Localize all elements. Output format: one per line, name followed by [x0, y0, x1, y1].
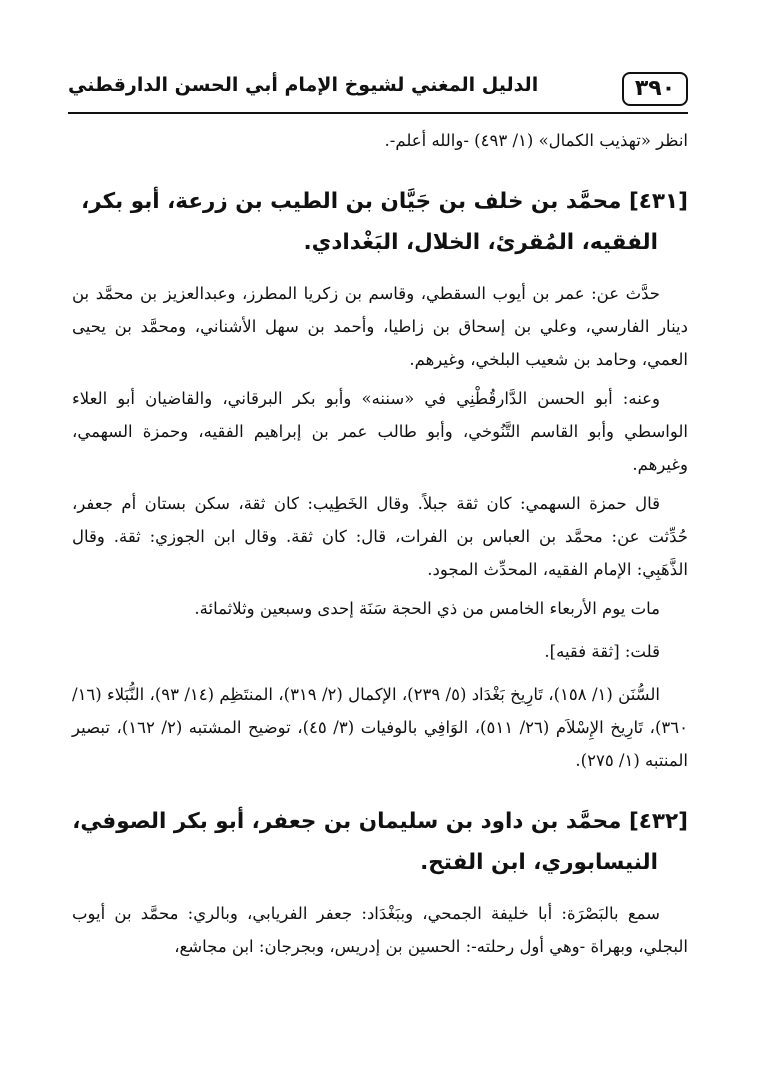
- entry-431-title-line1: [٤٣١] محمَّد بن خلف بن جَيَّان بن الطيب بن زرعة، أبو بكر،: [81, 189, 688, 214]
- entry-431-students: وعنه: أبو الحسن الدَّارقُطْنِي في «سننه» وأبو بكر البرقاني، والقاضيان أبو العلاء الواسطي وأبو القاسم التَّنُوخي، وأبو طالب عمر بن إبراهيم الفقيه، وحمزة السهمي، وغيرهم.: [72, 389, 688, 474]
- entry-431-sources: السُّنَن (١/ ١٥٨)، تَارِيخ بَغْدَاد (٥/ ٢٣٩)، الإكمال (٢/ ٣١٩)، المنتَظِم (١٤/ ٩٣)، النُّبَلاء (١٦/ ٣٦٠)، تَارِيخ الإِسْلاَم (٢٦/ ٥١١)، الوَافِي بالوفيات (٣/ ٤٥)، توضيح المشتبه (٢/ ١٦٢)، تبصير المنتبه (١/ ٢٧٥).: [72, 685, 688, 770]
- entry-431-verdict: قلت: [ثقة فقيه].: [544, 642, 660, 661]
- page-header: [68, 72, 688, 114]
- entry-431-teachers: حدَّث عن: عمر بن أيوب السقطي، وقاسم بن زكريا المطرز، وعبدالعزيز بن محمَّد بن دينار الفارسي، وعلي بن إسحاق بن زاطيا، وأحمد بن سهل الأشناني، ومحمَّد بن يحيى العمي، وحامد بن شعيب البلخي، وغيرهم.: [72, 284, 688, 369]
- entry-432-teachers: سمع بالبَصْرَة: أبا خليفة الجمحي، وببَغْدَاد: جعفر الفريابي، وبالري: محمَّد بن أيوب البجلي، وبهراة -وهي أول رحلته-: الحسين بن إدريس، وبجرجان: ابن مجاشع،: [72, 904, 688, 956]
- running-title: الدليل المغني لشيوخ الإمام أبي الحسن الدارقطني: [68, 74, 539, 96]
- entry-432-title-line1: [٤٣٢] محمَّد بن داود بن سليمان بن جعفر، أبو بكر الصوفي،: [72, 809, 688, 834]
- entry-431-grading: قال حمزة السهمي: كان ثقة جبلاً. وقال الخَطِيب: كان ثقة، سكن بستان أم جعفر، حُدِّثت عن: محمَّد بن العباس بن الفرات، قال: كان ثقة. وقال ابن الجوزي: ثقة. وقال الذَّهَبِي: الإمام الفقيه، المحدِّث المجود.: [72, 494, 688, 579]
- entry-432-title: [72, 801, 688, 883]
- entry-431-title: [72, 181, 688, 263]
- entry-431-title-line2: الفقيه، المُقرئ، الخلال، البَغْدادي.: [303, 230, 658, 255]
- page-body: [72, 124, 688, 963]
- page-number: ٣٩٠: [622, 72, 688, 106]
- entry-432-title-line2: النيسابوري، ابن الفتح.: [420, 850, 658, 875]
- entry-431-death: مات يوم الأربعاء الخامس من ذي الحجة سَنَة إحدى وسبعين وثلاثمائة.: [194, 599, 660, 618]
- intro-line: انظر «تهذيب الكمال» (١/ ٤٩٣) -والله أعلم-.: [384, 131, 688, 150]
